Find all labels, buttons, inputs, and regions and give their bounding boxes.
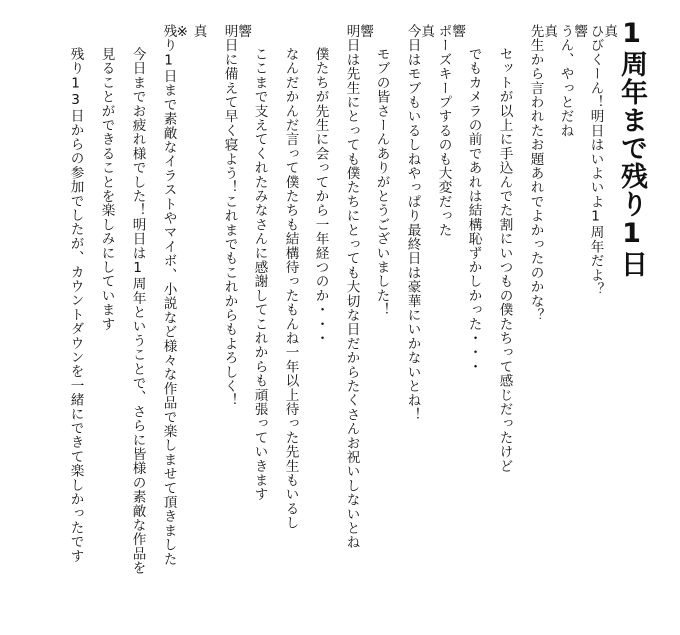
line-text: なんだかんだ言って僕たちも結構待ったもんね一年以上待った先生もいるし [282,47,299,530]
dialogue-line [283,47,297,530]
speaker-label: 真 [601,24,618,39]
line-text: ひびくーん！明日はいよいよ1周年だよ？ [587,24,604,297]
note-mark: ※ [174,24,191,41]
line-text: 僕たちが先生に会ってから一年経つのか・・・ [312,47,329,346]
line-text: 明日は先生にとっても僕たちにとっても大切な日だからたくさんお祝いしないとね [343,24,360,550]
speaker-label: 真 [190,24,207,39]
speaker-label: 真 [541,24,558,39]
line-text: 明日に備えて早く寝よう！これまでもこれからもよろしく！ [221,24,238,408]
line-text: 見ることができることを楽しみにしています [98,47,115,331]
dialogue-line [252,47,266,501]
speaker-label: 真 [418,24,435,39]
dialogue-line [435,24,466,237]
line-text: 今日までお疲れ様でした！明日は1周年ということで、さらに皆様の素敵な作品を [129,47,146,575]
note-line [68,47,82,563]
line-text: うん、やっとだね [557,24,574,138]
line-text: モブの皆さーんありがとうございました！ [373,47,390,317]
dialogue-line [587,24,618,297]
dialogue-line [557,24,588,138]
line-text: セットが以上に手込んでた割にいつもの僕たちって感じだったけど [496,47,513,473]
dialogue-line [191,24,205,48]
dialogue-line [404,24,435,422]
speaker-label: 響 [449,24,466,39]
dialogue-line [374,47,388,317]
line-text: ここまで支えてくれたみなさんに感謝してこれからも頑張っていきます [251,47,268,502]
speaker-label: 響 [357,24,374,39]
note-line [160,24,191,566]
dialogue-line [527,24,558,323]
speaker-label: 響 [235,24,252,39]
line-text: 今日はモブもいるしねやっぱり最終日は豪華にいかないとね！ [404,24,421,422]
dialogue-line [466,47,480,374]
dialogue-line [313,47,327,345]
note-line [130,47,144,575]
page-title: 1周年まで残り1日 [616,18,647,278]
speaker-label: 響 [571,24,588,39]
line-text: 先生から言われたお題あれでよかったのかな？ [527,24,544,323]
line-text: でもカメラの前であれは結構恥ずかしかった・・・ [465,47,482,374]
dialogue-line [343,24,374,550]
line-text: 残り13日からの参加でしたが、カウントダウンを一緒にできて楽しかったです [67,47,84,563]
dialogue-line [497,47,511,473]
line-text: ポーズキープするのも大変だった [435,24,452,237]
note-line [99,47,113,331]
dialogue-line [221,24,252,408]
line-text: 残り1日まで素敵なイラストやマイボ、小説など様々な作品で楽しませて頂きました [160,24,177,566]
